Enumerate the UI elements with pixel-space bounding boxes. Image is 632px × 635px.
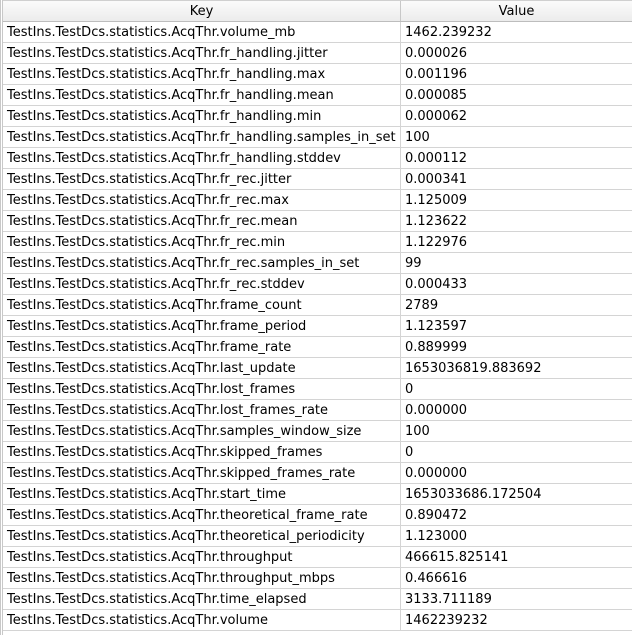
key-cell[interactable]: TestIns.TestDcs.statistics.AcqThr.throughput <box>3 547 401 567</box>
table-row[interactable] <box>3 127 632 148</box>
table-row[interactable] <box>3 22 632 43</box>
table-row[interactable] <box>3 43 632 64</box>
table-row[interactable] <box>3 400 632 421</box>
key-cell[interactable]: TestIns.TestDcs.statistics.AcqThr.time_elapsed <box>3 589 401 609</box>
column-header-value[interactable]: Value <box>498 3 535 19</box>
value-cell[interactable]: 1.125009 <box>405 192 468 208</box>
table-row[interactable] <box>3 568 632 589</box>
value-cell[interactable]: 0.000112 <box>405 150 468 166</box>
table-row[interactable] <box>3 169 632 190</box>
value-cell[interactable]: 100 <box>405 423 430 439</box>
value-cell[interactable]: 1.123597 <box>405 318 468 334</box>
key-cell[interactable]: TestIns.TestDcs.statistics.AcqThr.lost_frames <box>3 379 401 399</box>
key-cell[interactable]: TestIns.TestDcs.statistics.AcqThr.fr_rec.min <box>3 232 401 252</box>
table-row[interactable] <box>3 190 632 211</box>
value-cell[interactable]: 466615.825141 <box>405 549 509 565</box>
table-row[interactable] <box>3 211 632 232</box>
value-cell[interactable]: 0 <box>405 444 414 460</box>
value-cell[interactable]: 1.123622 <box>405 213 468 229</box>
table-row[interactable] <box>3 337 632 358</box>
key-cell[interactable]: TestIns.TestDcs.statistics.AcqThr.fr_handling.mean <box>3 85 401 105</box>
value-cell[interactable]: 0.000000 <box>405 402 468 418</box>
table-row[interactable] <box>3 64 632 85</box>
table-row[interactable] <box>3 421 632 442</box>
key-cell[interactable]: TestIns.TestDcs.statistics.AcqThr.fr_rec.max <box>3 190 401 210</box>
value-cell[interactable]: 2789 <box>405 297 439 313</box>
table-row[interactable] <box>3 106 632 127</box>
table-body <box>3 22 632 631</box>
value-cell[interactable]: 0.889999 <box>405 339 468 355</box>
value-cell[interactable]: 100 <box>405 129 430 145</box>
key-cell[interactable]: TestIns.TestDcs.statistics.AcqThr.fr_handling.jitter <box>3 43 401 63</box>
key-cell[interactable]: TestIns.TestDcs.statistics.AcqThr.fr_handling.samples_in_set <box>3 127 401 147</box>
table-row[interactable] <box>3 589 632 610</box>
column-header-key[interactable]: Key <box>3 1 401 21</box>
key-cell[interactable]: TestIns.TestDcs.statistics.AcqThr.frame_rate <box>3 337 401 357</box>
table-row[interactable] <box>3 442 632 463</box>
value-cell[interactable]: 0.000000 <box>405 465 468 481</box>
key-cell[interactable]: TestIns.TestDcs.statistics.AcqThr.fr_rec.stddev <box>3 274 401 294</box>
table-row[interactable] <box>3 358 632 379</box>
table-row[interactable] <box>3 379 632 400</box>
value-cell[interactable]: 0.001196 <box>405 66 468 82</box>
table-row[interactable] <box>3 274 632 295</box>
value-cell[interactable]: 0.890472 <box>405 507 468 523</box>
table-row[interactable] <box>3 526 632 547</box>
key-cell[interactable]: TestIns.TestDcs.statistics.AcqThr.skipped_frames_rate <box>3 463 401 483</box>
table-row[interactable] <box>3 547 632 568</box>
key-cell[interactable]: TestIns.TestDcs.statistics.AcqThr.fr_handling.stddev <box>3 148 401 168</box>
value-cell[interactable]: 1462.239232 <box>405 24 492 40</box>
value-cell[interactable]: 0.466616 <box>405 570 468 586</box>
table-row[interactable] <box>3 148 632 169</box>
value-cell[interactable]: 1.123000 <box>405 528 468 544</box>
key-cell[interactable]: TestIns.TestDcs.statistics.AcqThr.start_time <box>3 484 401 504</box>
value-cell[interactable]: 1.122976 <box>405 234 468 250</box>
value-cell[interactable]: 99 <box>405 255 422 271</box>
table-row[interactable] <box>3 253 632 274</box>
table-row[interactable] <box>3 295 632 316</box>
key-cell[interactable]: TestIns.TestDcs.statistics.AcqThr.fr_rec.jitter <box>3 169 401 189</box>
key-cell[interactable]: TestIns.TestDcs.statistics.AcqThr.fr_handling.max <box>3 64 401 84</box>
value-cell[interactable]: 3133.711189 <box>405 591 492 607</box>
value-cell[interactable]: 0.000026 <box>405 45 468 61</box>
table-row[interactable] <box>3 484 632 505</box>
key-cell[interactable]: TestIns.TestDcs.statistics.AcqThr.theoretical_periodicity <box>3 526 401 546</box>
key-cell[interactable]: TestIns.TestDcs.statistics.AcqThr.lost_frames_rate <box>3 400 401 420</box>
key-cell[interactable]: TestIns.TestDcs.statistics.AcqThr.last_update <box>3 358 401 378</box>
key-cell[interactable]: TestIns.TestDcs.statistics.AcqThr.volume_mb <box>3 22 401 42</box>
key-cell[interactable]: TestIns.TestDcs.statistics.AcqThr.frame_period <box>3 316 401 336</box>
value-cell[interactable]: 1462239232 <box>405 612 488 628</box>
table-row[interactable] <box>3 232 632 253</box>
value-cell[interactable]: 1653036819.883692 <box>405 360 542 376</box>
table-row[interactable] <box>3 463 632 484</box>
value-cell[interactable]: 1653033686.172504 <box>405 486 542 502</box>
key-cell[interactable]: TestIns.TestDcs.statistics.AcqThr.volume <box>3 610 401 630</box>
value-cell[interactable]: 0.000433 <box>405 276 468 292</box>
key-cell[interactable]: TestIns.TestDcs.statistics.AcqThr.samples_window_size <box>3 421 401 441</box>
table-row[interactable] <box>3 85 632 106</box>
table-row[interactable] <box>3 316 632 337</box>
key-cell[interactable]: TestIns.TestDcs.statistics.AcqThr.frame_count <box>3 295 401 315</box>
table-row[interactable] <box>3 505 632 526</box>
value-cell[interactable]: 0 <box>405 381 414 397</box>
table-header <box>3 0 632 22</box>
key-cell[interactable]: TestIns.TestDcs.statistics.AcqThr.fr_rec.mean <box>3 211 401 231</box>
key-cell[interactable]: TestIns.TestDcs.statistics.AcqThr.fr_handling.min <box>3 106 401 126</box>
table-row[interactable] <box>3 610 632 631</box>
key-cell[interactable]: TestIns.TestDcs.statistics.AcqThr.throughput_mbps <box>3 568 401 588</box>
value-cell[interactable]: 0.000085 <box>405 87 468 103</box>
key-cell[interactable]: TestIns.TestDcs.statistics.AcqThr.theoretical_frame_rate <box>3 505 401 525</box>
key-cell[interactable]: TestIns.TestDcs.statistics.AcqThr.fr_rec.samples_in_set <box>3 253 401 273</box>
key-cell[interactable]: TestIns.TestDcs.statistics.AcqThr.skipped_frames <box>3 442 401 462</box>
value-cell[interactable]: 0.000062 <box>405 108 468 124</box>
value-cell[interactable]: 0.000341 <box>405 171 468 187</box>
